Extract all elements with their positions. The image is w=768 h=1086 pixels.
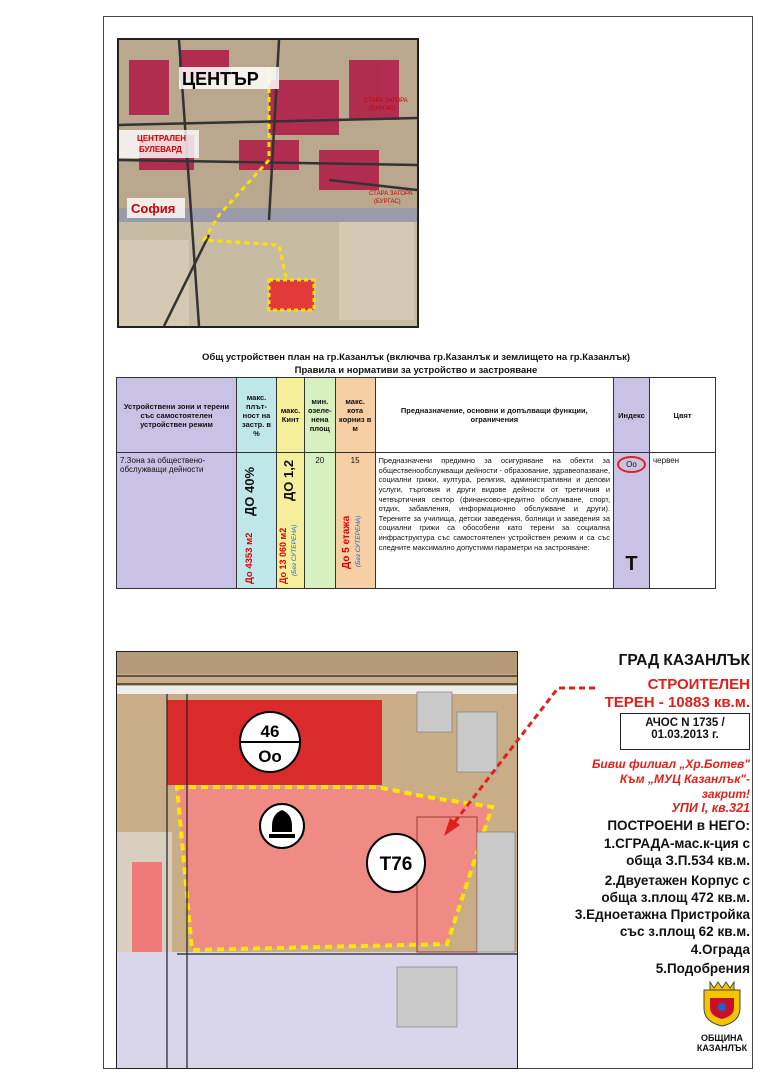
- zone-index: Оо: [258, 747, 282, 766]
- municipality-logo: [692, 980, 752, 1053]
- coat-of-arms-icon: [700, 980, 744, 1028]
- pointer-arrow: [440, 678, 600, 838]
- kint-area: До 13 060 м2: [278, 527, 288, 584]
- kint-note: (Без СУТЕРЕНА): [291, 524, 298, 576]
- svg-text:БУЛЕВАРД: БУЛЕВАРД: [139, 145, 182, 154]
- row-ozel: 20: [305, 453, 336, 589]
- built-3a: 3.Едноетажна Пристройка: [574, 907, 750, 922]
- kota-note: (Без СУТЕРЕНА): [354, 515, 362, 567]
- row-kota: [335, 453, 375, 589]
- plot-line-1: СТРОИТЕЛЕН: [647, 676, 750, 693]
- built-header: ПОСТРОЕНИ в НЕГО:: [607, 818, 750, 833]
- header-kota: макс. кота корниз в м: [335, 378, 375, 453]
- svg-text:СТАРА ЗАГОРА: СТАРА ЗАГОРА: [369, 191, 413, 197]
- acos-line-2: 01.03.2013 г.: [651, 729, 719, 741]
- kota-value: 15: [350, 456, 360, 465]
- svg-text:(БУРГАС): (БУРГАС): [369, 106, 396, 112]
- header-color: Цвят: [650, 378, 716, 453]
- built-2b: обща з.площ 472 кв.м.: [601, 890, 750, 905]
- svg-text:ЦЕНТРАЛЕН: ЦЕНТРАЛЕН: [137, 134, 187, 143]
- svg-text:(БУРГАС): (БУРГАС): [374, 199, 401, 205]
- built-2a: 2.Двуетажен Корпус с: [604, 873, 750, 888]
- built-5: 5.Подобрения: [655, 961, 750, 976]
- row-color: червен: [650, 453, 716, 589]
- built-4: 4.Ограда: [690, 942, 750, 957]
- acos-line-1: АЧОС N 1735 /: [645, 717, 725, 729]
- row-zone: 7.Зона за общественo-обслужващи дейности: [117, 453, 237, 589]
- kint-value: ДО 1,2: [281, 459, 296, 501]
- sofia-label: София: [131, 201, 176, 216]
- plot-label: Т76: [379, 854, 413, 875]
- overview-map: [117, 38, 419, 328]
- built-1b: обща З.П.534 кв.м.: [626, 853, 750, 868]
- former-line-1: Бивш филиал „Хр.Ботев": [591, 757, 750, 771]
- former-line-2: Към „МУЦ Казанлък"-: [619, 772, 750, 786]
- header-zone: Устройствени зони и терени със самостоятелен устройствен режим: [117, 378, 237, 453]
- plan-title: Общ устройствен план на гр.Казанлък (включва гр.Казанлък и землището на гр.Казанлък): [201, 352, 631, 363]
- city-title: ГРАД КАЗАНЛЪК: [618, 652, 750, 669]
- logo-line-2: КАЗАНЛЪК: [696, 1043, 748, 1053]
- header-ozel: мин. озеле-нена площ: [305, 378, 336, 453]
- plot-line-2: ТЕРЕН - 10883 кв.м.: [604, 694, 750, 711]
- header-desc: Предназначение, основни и допълващи функции, ограничения: [375, 378, 613, 453]
- acos-box: [620, 713, 750, 750]
- built-3b: със з.площ 62 кв.м.: [619, 924, 750, 939]
- upi-label: УПИ І, кв.321: [671, 801, 750, 815]
- index-letter: Т: [625, 553, 638, 575]
- plt-area: До 4353 м2: [244, 532, 255, 584]
- center-label: ЦЕНТЪР: [182, 69, 259, 89]
- zone-number: 46: [260, 722, 280, 741]
- row-index: [614, 453, 650, 589]
- row-plt: [237, 453, 277, 589]
- built-1a: 1.СГРАДА-мас.к-ция с: [603, 836, 750, 851]
- row-kint: [277, 453, 305, 589]
- header-kint: макс. Кинт: [277, 378, 305, 453]
- former-line-3: закрит!: [701, 787, 750, 801]
- rules-table: [116, 377, 716, 589]
- header-index: Индекс: [614, 378, 650, 453]
- index-value: Оо: [617, 456, 646, 473]
- logo-line-1: ОБЩИНА: [700, 1033, 744, 1043]
- plt-percent: ДО 40%: [242, 466, 257, 516]
- plan-subtitle: Правила и нормативи за устройство и застрояване: [294, 365, 538, 376]
- svg-text:СТАРА ЗАГОРА: СТАРА ЗАГОРА: [364, 98, 408, 104]
- row-desc: Предназначени предимно за осигуряване на обекти за общественообслужващи дейности - образование, здравеопазване, социални грижи, култура, религия, административни и делови услуги, търговия и други видове дейности от третичния и четвъртичния сектор (финансово-кредитно обслужване, спорт, отдих, забавления, информационно обслужване и други). Терените за училища, детски заведения, болници и заведения за социални грижи са обособени като терени за социална инфраструктура със самостоятелен устройствен режим и са със следните максимално допустими параметри на застрояване:: [375, 453, 613, 589]
- header-plt: макс. плът-ност на застр. в %: [237, 378, 277, 453]
- kota-floors: До 5 етажа: [340, 515, 352, 569]
